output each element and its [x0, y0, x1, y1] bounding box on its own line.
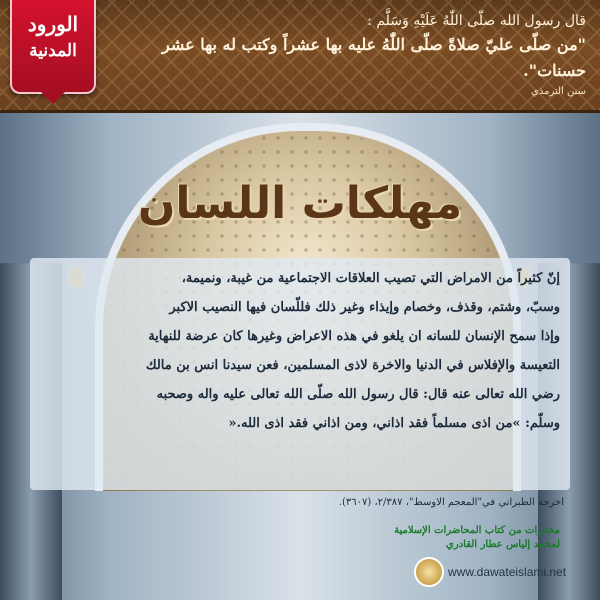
dawateislami-logo-icon: [414, 557, 444, 587]
hadith-quote: "من صلّى عليّ صلاةً صلّى اللّٰهُ عليه بها عشراً وكتب له بها عشر حسنات".: [162, 35, 586, 80]
body-text: [40, 264, 560, 438]
body-line: وإذا سمح الإنسان للسانه ان يلغو في هذه الاعراض وغيرها كان عرضة للنهاية: [148, 329, 560, 344]
hadith-source: سنن الترمذي: [531, 86, 586, 97]
badge-line-1: الورود: [27, 12, 79, 36]
body-line: وسبّ، وشتم، وقذف، وخصام وإيذاء وغير ذلك فللّسان فيها النصيب الاكبر: [169, 300, 560, 315]
book-credit: [340, 524, 560, 552]
credit-line-2: لمحمد إلياس عطار القادري: [446, 539, 560, 550]
body-line: رضي الله تعالى عنه قال: قال رسول الله صلّى الله تعالى عليه واله وصحبه: [156, 387, 560, 402]
credit-line-1: مختارات من كتاب المحاضرات الإسلامية: [394, 525, 560, 536]
body-line: وسلّم: »من اذى مسلماً فقد اذاني، ومن اذاني فقد اذى الله.«: [228, 416, 560, 431]
hadith-block: [146, 10, 586, 100]
header-band: [0, 0, 600, 113]
body-line: إنّ كثيراً من الامراض التي تصيب العلاقات الاجتماعية من غيبة، ونميمة،: [181, 271, 560, 286]
page-title: مهلكات اللسان: [137, 178, 463, 229]
series-badge: [10, 0, 96, 94]
website-url[interactable]: www.dawateislami.net: [448, 565, 567, 579]
hadith-intro: قال رسول الله صلّى اللّٰهُ عَلَيْهِ وَسَلَّم :: [367, 13, 586, 29]
body-line: التعيسة والإفلاس في الدنيا والاخرة لاذى المسلمين، فعن سيدنا انس بن مالك: [145, 358, 560, 373]
website-mark[interactable]: [414, 558, 566, 586]
badge-line-2: المدنية: [29, 41, 77, 61]
reference-text: اخرجه الطبراني في"المعجم الاوسط"، ٢/٣٨٧، (٣٦٠٧).: [338, 497, 564, 508]
